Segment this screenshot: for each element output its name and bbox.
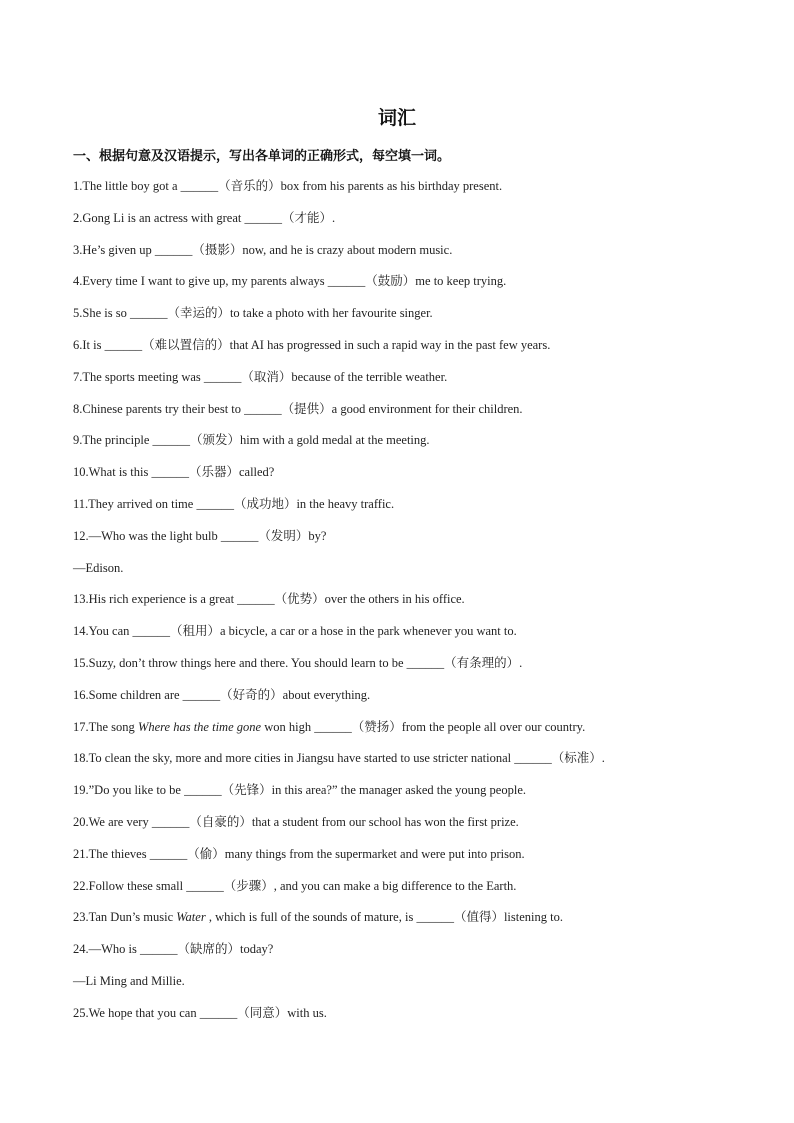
question-line: 25.We hope that you can ______（同意）with us. — [73, 1005, 327, 1020]
question-list — [73, 176, 753, 1035]
question-line: 3.He’s given up ______（摄影）now, and he is crazy about modern music. — [73, 242, 453, 257]
question-line: 7.The sports meeting was ______（取消）because of the terrible weather. — [73, 369, 448, 384]
music-title: Water — [176, 910, 206, 925]
page-title: 词汇 — [377, 107, 416, 129]
question-line: 12.—Who was the light bulb ______（发明）by? — [73, 528, 327, 543]
question-line: 1.The little boy got a ______（音乐的）box from his parents as his birthday present. — [73, 179, 503, 193]
question-line: 9.The principle ______（颁发）him with a gold medal at the meeting. — [73, 433, 430, 448]
line-text-after: won high ______（赞扬）from the people all over our country. — [261, 719, 586, 734]
question-line — [73, 717, 753, 749]
question-line: 2.Gong Li is an actress with great ______（才能）. — [73, 210, 336, 225]
question-line: 8.Chinese parents try their best to ______（提供）a good environment for their children. — [73, 401, 523, 416]
question-line: 21.The thieves ______（偷）many things from the supermarket and were put into prison. — [73, 846, 525, 861]
question-line — [73, 907, 753, 939]
question-line: 16.Some children are ______（好奇的）about everything. — [73, 687, 371, 702]
line-text-after: , which is full of the sounds of mature, is ______（值得）listening to. — [205, 910, 563, 925]
question-line: 11.They arrived on time ______（成功地）in the heavy traffic. — [73, 496, 395, 511]
question-line: 13.His rich experience is a great ______（优势）over the others in his office. — [73, 592, 465, 607]
question-line: 22.Follow these small ______（步骤）, and you can make a big difference to the Earth. — [73, 878, 517, 893]
question-line: 24.—Who is ______（缺席的）today? — [73, 942, 274, 957]
question-line: 18.To clean the sky, more and more cities in Jiangsu have started to use stricter national ______（标准）. — [73, 751, 605, 766]
line-text-before: 23.Tan Dun’s music — [73, 910, 177, 925]
question-line: 6.It is ______（难以置信的）that AI has progressed in such a rapid way in the past few years. — [73, 337, 551, 352]
question-line: 19.”Do you like to be ______（先锋）in this area?” the manager asked the young people. — [73, 783, 527, 798]
question-line: 10.What is this ______（乐器）called? — [73, 465, 275, 480]
question-line: 15.Suzy, don’t throw things here and there. You should learn to be ______（有条理的）. — [73, 655, 523, 670]
answer-line: —Edison. — [73, 560, 124, 575]
question-line: 5.She is so ______（幸运的）to take a photo with her favourite singer. — [73, 306, 433, 321]
answer-line: —Li Ming and Millie. — [73, 973, 185, 988]
question-line: 20.We are very ______（自豪的）that a student from our school has won the first prize. — [73, 814, 519, 829]
question-line: 4.Every time I want to give up, my parents always ______（鼓励）me to keep trying. — [73, 274, 507, 289]
question-line: 14.You can ______（租用）a bicycle, a car or a hose in the park whenever you want to. — [73, 624, 517, 639]
song-title: Where has the time gone — [137, 719, 262, 734]
line-text-before: 17.The song — [73, 719, 138, 734]
section-heading: 一、根据句意及汉语提示，写出各单词的正确形式，每空填一词。 — [73, 149, 451, 164]
